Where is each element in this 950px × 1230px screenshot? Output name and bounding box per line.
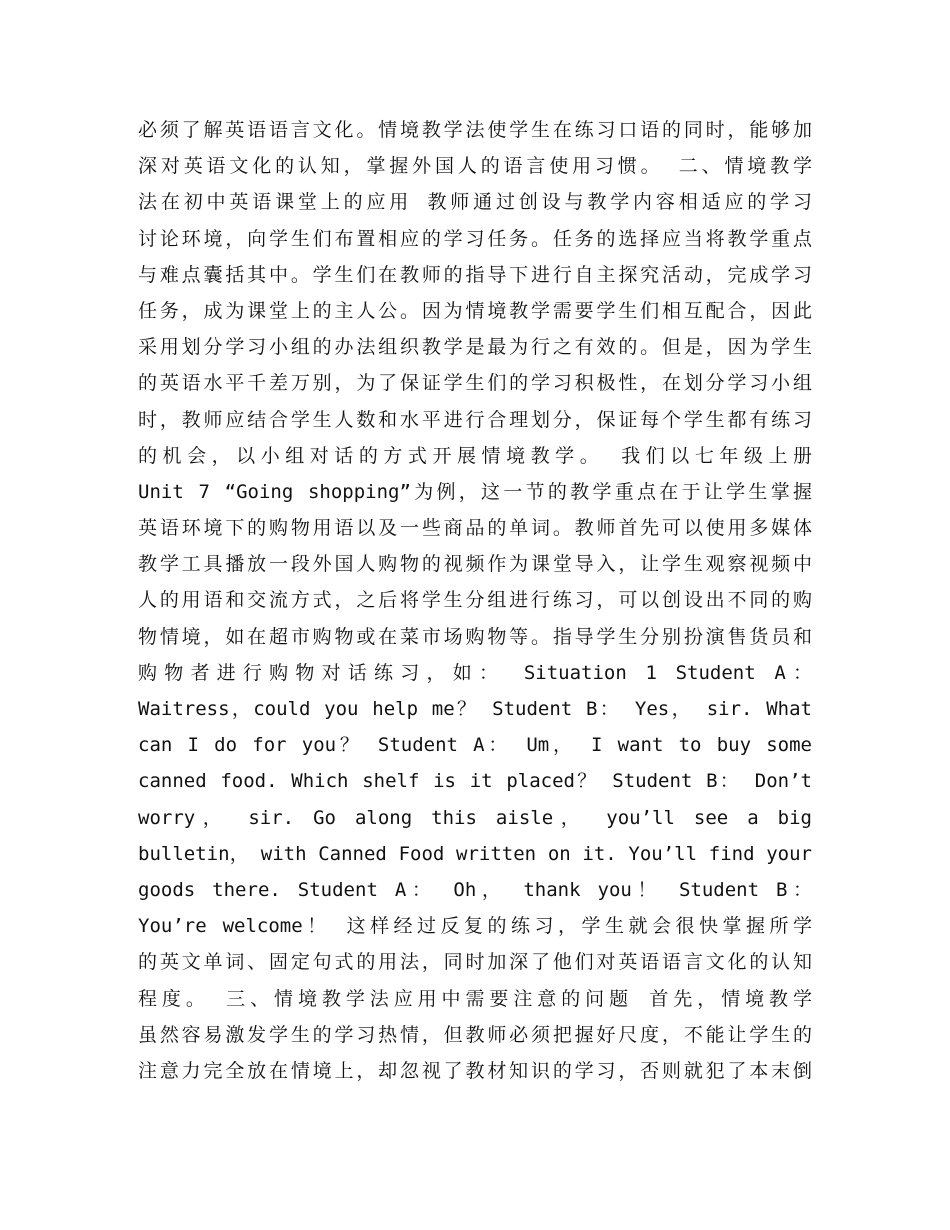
text-line: 法在初中英语课堂上的应用 教师通过创设与教学内容相适应的学习 <box>138 191 812 214</box>
text-line: 购物者进行购物对话练习，如： Situation 1 Student A： <box>138 661 812 684</box>
text-line: 的机会，以小组对话的方式开展情境教学。 我们以七年级上册 <box>138 444 812 467</box>
text-line: Unit 7 “Going shopping”为例，这一节的教学重点在于让学生掌握 <box>138 480 812 503</box>
text-line: Waitress，could you help me？ Student B： Yes， sir. What <box>138 698 812 720</box>
text-line: 采用划分学习小组的办法组织教学是最为行之有效的。但是，因为学生 <box>138 336 812 359</box>
text-line: 时，教师应结合学生人数和水平进行合理划分，保证每个学生都有练习 <box>138 408 812 431</box>
text-line: 必须了解英语语言文化。情境教学法使学生在练习口语的同时，能够加 <box>138 119 812 141</box>
text-line: 与难点囊括其中。学生们在教师的指导下进行自主探究活动，完成学习 <box>138 263 812 286</box>
text-line: 物情境，如在超市购物或在菜市场购物等。指导学生分别扮演售货员和 <box>138 625 812 648</box>
text-line: 程度。 三、情境教学法应用中需要注意的问题 首先，情境教学 <box>138 987 812 1010</box>
text-line: worry， sir. Go along this aisle， you’ll see a big <box>138 806 812 829</box>
text-line: canned food. Which shelf is it placed？ Student B： Don’t <box>138 770 812 793</box>
text-line: 的英语水平千差万别，为了保证学生们的学习积极性，在划分学习小组 <box>138 372 812 395</box>
text-line: bulletin， with Canned Food written on it. You’ll find your <box>138 842 812 865</box>
text-line: 英语环境下的购物用语以及一些商品的单词。教师首先可以使用多媒体 <box>138 517 812 540</box>
text-line: 教学工具播放一段外国人购物的视频作为课堂导入，让学生观察视频中 <box>138 553 812 576</box>
text-line: You’re welcome！ 这样经过反复的练习，学生就会很快掌握所学 <box>138 915 812 938</box>
text-line: 虽然容易激发学生的学习热情，但教师必须把握好尺度，不能让学生的 <box>138 1023 812 1046</box>
text-line: 深对英语文化的认知，掌握外国人的语言使用习惯。 二、情境教学 <box>138 155 812 178</box>
text-line: goods there. Student A： Oh， thank you！ Student B： <box>138 878 812 901</box>
text-line: 注意力完全放在情境上，却忽视了教材知识的学习，否则就犯了本末倒 <box>138 1059 812 1082</box>
text-line: 的英文单词、固定句式的用法，同时加深了他们对英语语言文化的认知 <box>138 951 812 974</box>
body-text <box>138 112 812 1089</box>
text-line: 任务，成为课堂上的主人公。因为情境教学需要学生们相互配合，因此 <box>138 299 812 322</box>
text-line: 讨论环境，向学生们布置相应的学习任务。任务的选择应当将教学重点 <box>138 227 812 250</box>
text-line: can I do for you？ Student A： Um， I want to buy some <box>138 734 812 757</box>
text-line: 人的用语和交流方式，之后将学生分组进行练习，可以创设出不同的购 <box>138 589 812 612</box>
